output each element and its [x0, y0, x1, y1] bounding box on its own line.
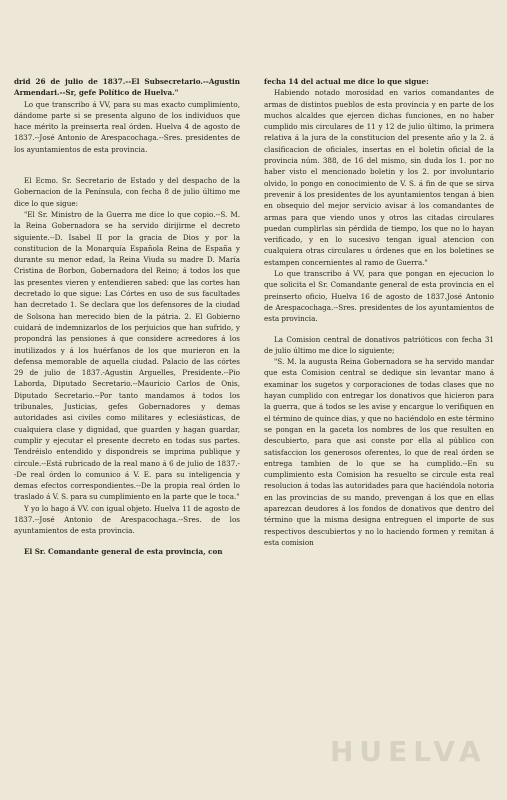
left-paragraph-5: Y yo lo hago á VV. con igual objeto. Huelva 11 de agosto de 1837.--José Antonio de Arespacochaga.--Sres. de los ayuntamientos de esta provincia.	[14, 503, 240, 536]
left-column	[14, 76, 240, 557]
right-paragraph-1: fecha 14 del actual me dice lo que sigue:	[264, 77, 429, 86]
right-paragraph-5: "S. M. la augusta Reina Gobernadora se ha servido mandar que esta Comision central se dedique sin levantar mano á examinar los sugetos y corporaciones de todas clases que no hayan cumplido con entregar los donativos que hicieron para la guerra, que á todos se les avise y encargue lo verifiquen en el término de quince dias, y que no haciéndolo en este término se pongan en la gaceta los nombres de los que resulten en descubierto, para que asi conste por ella al público con satisfaccion los generosos oferentes, lo que de real órden se entrega tambien de lo que se ha cumplido.--En su cumplimiento esta Comision ha resuelto se circule esta real resolucion á todas las autoridades para que haciéndola notoria en las provincias de su mando, prevengan á los que en ellas aparezcan deudores á los fondos de donativos que dentro del término que la misma designa entreguen el importe de sus respectivos descubiertos y no lo haciendo formen y remitan á esta comision	[264, 357, 494, 547]
watermark: HUELVA	[330, 735, 487, 768]
right-paragraph-3: Lo que transcribo á VV, para que pongan en ejecucion lo que solicita el Sr. Comandante general de esta provincia en el preinserto oficio, Huelva 16 de agosto de 1837.José Antonio de Arespacochaga.--Sres. presidentes de los ayuntamientos de esta provincia.	[264, 269, 494, 324]
right-paragraph-4: La Comision central de donativos patrióticos con fecha 31 de julio último me dice lo siguiente;	[264, 334, 494, 355]
left-paragraph-2: Lo que transcribo á VV, para su mas exacto cumplimiento, dándome parte si se presenta alguno de los individuos que hace mérito la preinserta real órden. Huelva 4 de agosto de 1837.--José Antonio de Arespacochaga.--Sres. presidentes de los ayuntamientos de esta provincia.	[14, 99, 240, 154]
right-column	[264, 76, 494, 548]
left-paragraph-3: El Ecmo. Sr. Secretario de Estado y del despacho de la Gobernacion de la Península, con fecha 8 de julio último me dice lo que sigue:	[14, 176, 240, 208]
left-paragraph-6: El Sr. Comandante general de esta provincia, con	[24, 546, 223, 556]
left-paragraph-4: "El Sr. Ministro de la Guerra me dice lo que copio.--S. M. la Reina Gobernadora se ha servido dirijirme el decreto siguiente.--D. Isabel II por la gracia de Dios y por la constitucion de la Monarquía Española Reina de España y durante su menor edad, la Reina Viuda su madre D. María Cristina de Borbon, Gobernadora del Reino; á todos los que las presentes vieren y entendieren sabed: que las cortes han decretado lo que sigue: Las Córtes en uso de sus facultades han decretado 1. Se declara que los defensores de la ciudad de Solsona han merecido bien de la pátria. 2. El Gobierno cuidará de indemnizarlos de los perjuicios que han sufrido, y propondrá las pensiones á que considere acreedores á los inutilizados y á los huérfanos de los que murieron en la defensa memorable de aquella ciudad. Palacio de las córtes 29 de julio de 1837.-Agustin Arguelles, Presidente.--Pio Laborda, Diputado Secretario.--Mauricio Carlos de Onis, Diputado Secretario.--Por tanto mandamos á todos los tribunales, Justicias, gefes Gobernadores y demas autoridades asi civiles como militares y eclesiásticas, de cualquiera clase y dignidad, que guarden y hagan guardar, cumplir y ejecutar el presente decreto en todas sus partes. Tendréislo entendido y dispondreis se imprima publique y circule.--Está rubricado de la real mano á 6 de julio de 1837.--De real órden lo comunico á V. E. para su inteligencia y demas efectos correspondientes.--De la propia real órden lo traslado á V. S. para su cumplimiento en la parte que le toca."	[14, 209, 240, 502]
right-paragraph-2: Habiendo notado morosidad en varios comandantes de armas de distintos pueblos de esta provincia y en parte de los muchos alcaldes que ejercen dichas funciones, en no haber cumplido mis circulares de 11 y 12 de julio último, la primera relativa á la jura de la constitucion del presente año y la 2. á clasificacion de oficiales, insertas en el boletin oficial de la provincia núm. 388, de 16 del mismo, sin duda los 1. por no haber visto el mencionado boletin y los 2. por involuntario olvido, lo pongo en conocimiento de V. S. á fin de que se sirva prevenir á los presidentes de los ayuntamientos tengan á bien en obsequio del mejor servicio avisar á los comandantes de armas para que viendo unos y otros las citadas circulares puedan cumplirlas sin pérdida de tiempo, los que no lo hayan verificado, y en lo sucesivo tengan igual atencion con cualquiera otras circulares u órdenes que en los boletines se estampen concernientes al ramo de Guerra."	[264, 88, 494, 267]
left-paragraph-1: drid 26 de julio de 1837.--El Subsecretario.--Agustin Armendari.--Sr, gefe Político de Huelva."	[14, 77, 240, 98]
